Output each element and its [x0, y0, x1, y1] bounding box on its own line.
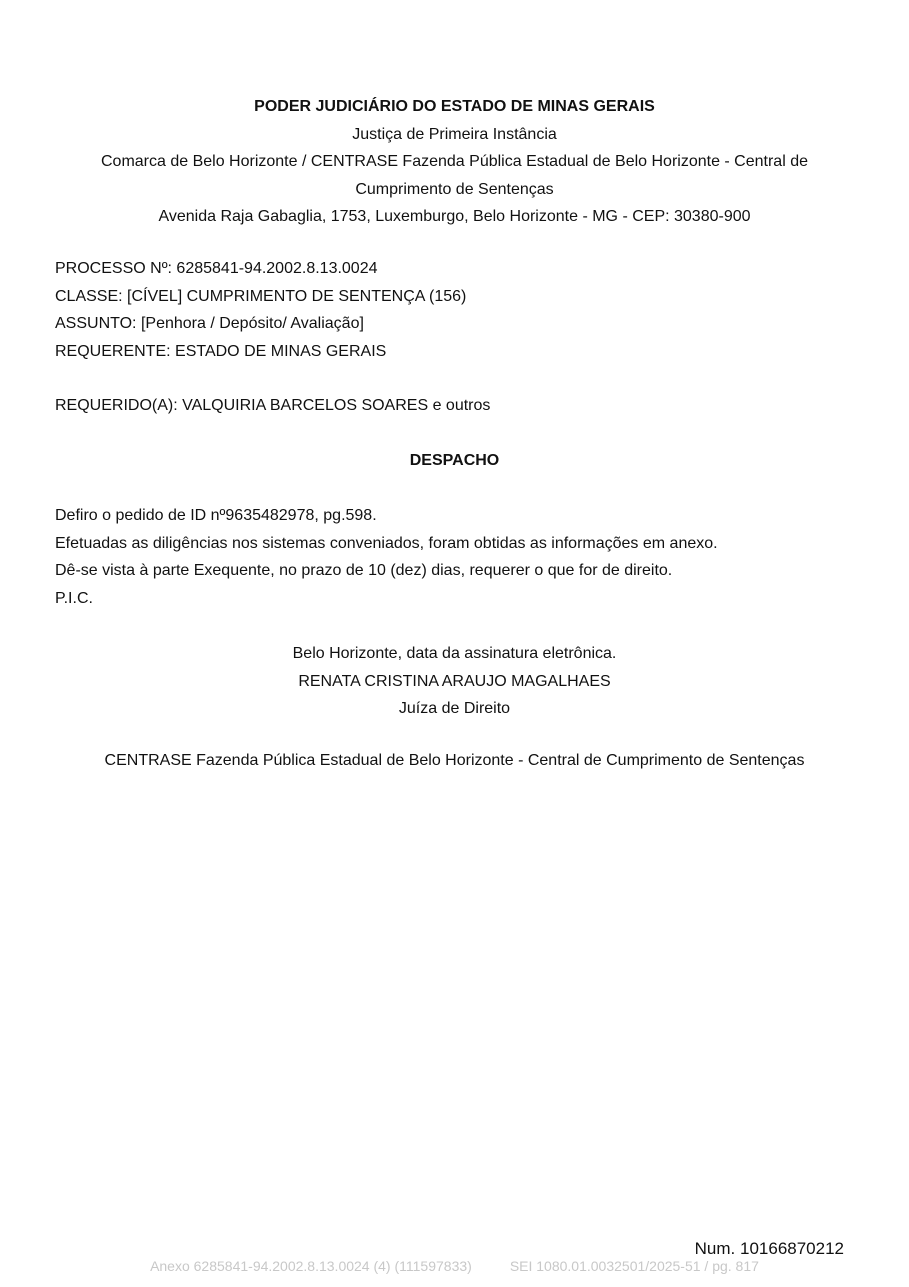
body-paragraph: Efetuadas as diligências nos sistemas conveniados, foram obtidas as informações em anexo.	[55, 534, 718, 552]
signature-block	[55, 640, 854, 723]
body-paragraph: P.I.C.	[55, 589, 93, 607]
court-instance: Justiça de Primeira Instância	[352, 125, 557, 143]
judge-name: RENATA CRISTINA ARAUJO MAGALHAES	[298, 672, 611, 690]
case-processo: PROCESSO Nº: 6285841-94.2002.8.13.0024	[55, 260, 378, 277]
document-number: Num. 10166870212	[694, 1239, 844, 1258]
case-requerente: REQUERENTE: ESTADO DE MINAS GERAIS	[55, 342, 387, 360]
footer-unit: CENTRASE Fazenda Pública Estadual de Belo Horizonte - Central de Cumprimento de Sentenças	[104, 752, 805, 769]
judge-role: Juíza de Direito	[398, 700, 511, 717]
case-info	[55, 255, 466, 365]
case-requerido: REQUERIDO(A): VALQUIRIA BARCELOS SOARES e outros	[55, 397, 491, 414]
body-paragraph: Dê-se vista à parte Exequente, no prazo de 10 (dez) dias, requerer o que for de direito.	[55, 562, 673, 579]
case-requerido-block	[55, 392, 490, 420]
document-title: DESPACHO	[409, 452, 500, 469]
sei-reference: SEI 1080.01.0032501/2025-51 / pg. 817	[509, 1258, 759, 1274]
court-comarca-line-2: Cumprimento de Sentenças	[355, 180, 554, 198]
court-header	[55, 93, 854, 231]
case-classe: CLASSE: [CÍVEL] CUMPRIMENTO DE SENTENÇA (156)	[55, 287, 467, 305]
document-body	[55, 502, 718, 612]
case-assunto: ASSUNTO: [Penhora / Depósito/ Avaliação]	[55, 315, 364, 332]
annex-watermark	[0, 1256, 909, 1276]
body-paragraph: Defiro o pedido de ID nº9635482978, pg.598.	[55, 507, 377, 524]
court-name: PODER JUDICIÁRIO DO ESTADO DE MINAS GERAIS	[254, 98, 655, 115]
court-address: Avenida Raja Gabaglia, 1753, Luxemburgo, Belo Horizonte - MG - CEP: 30380-900	[158, 208, 751, 225]
court-comarca-line-1: Comarca de Belo Horizonte / CENTRASE Fazenda Pública Estadual de Belo Horizonte - Central de	[100, 153, 808, 170]
annex-reference: Anexo 6285841-94.2002.8.13.0024 (4) (111597833)	[150, 1258, 472, 1274]
signature-place-date: Belo Horizonte, data da assinatura eletrônica.	[292, 645, 617, 662]
